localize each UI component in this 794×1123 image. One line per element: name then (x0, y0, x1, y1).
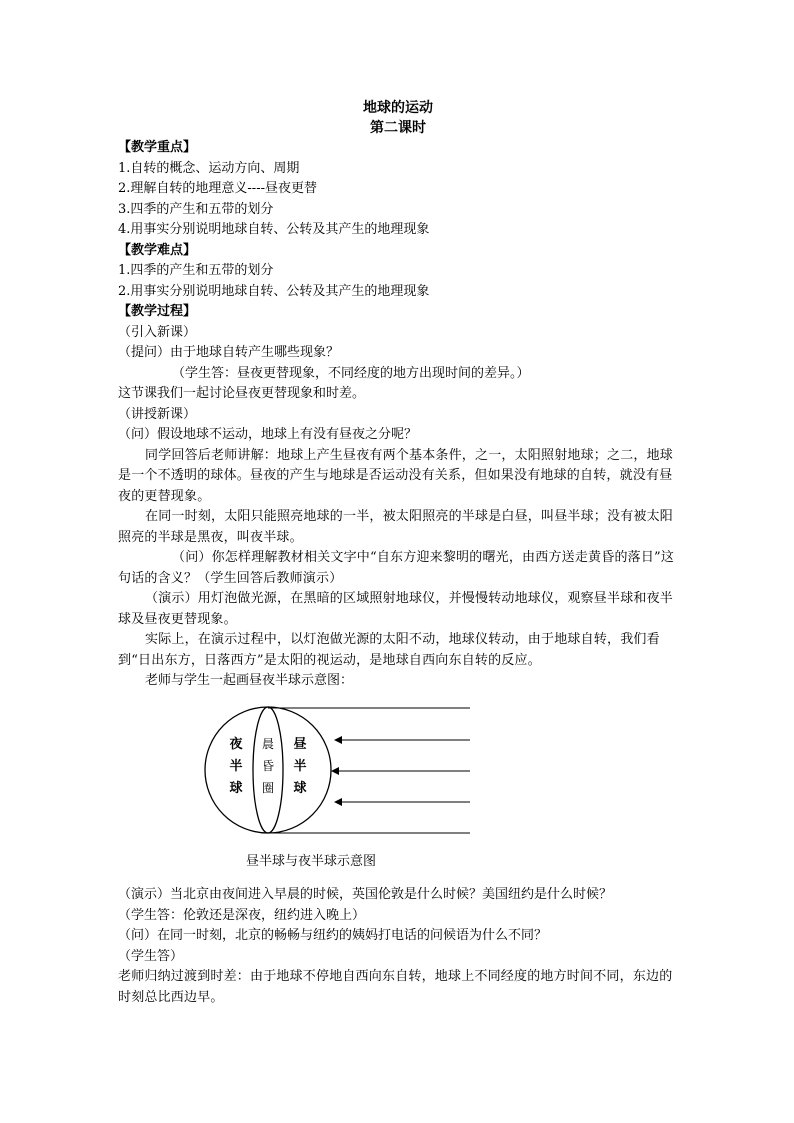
after-line: （学生答） (118, 948, 184, 964)
difficulty-heading: 【教学难点】 (118, 242, 197, 258)
terminator-label-char: 晨 (261, 737, 275, 751)
focus-item: 4.用事实分别说明地球自转、公转及其产生的地理现象 (118, 222, 430, 237)
process-line: （提问）由于地球自转产生哪些现象？ (118, 345, 340, 360)
focus-heading: 【教学重点】 (118, 140, 197, 155)
after-paragraph: 老师归纳过渡到时差：由于地球不停地自西向东自转，地球上不同经度的地方时间不同，东边的时刻总比西边早。 (118, 969, 673, 1005)
night-label-char: 半 (229, 759, 243, 774)
document-body (118, 98, 678, 692)
diagram-caption: 昼半球与夜半球示意图 (246, 854, 377, 869)
document-subtitle: 第二课时 (370, 120, 426, 136)
process-line: （讲授新课） (118, 406, 197, 422)
process-paragraph: 实际上，在演示过程中，以灯泡做光源的太阳不动，地球仪转动，由于地球自转，我们看到“日出东方，日落西方”是太阳的视运动，是地球自西向东自转的反应。 (118, 632, 660, 668)
after-line: （演示）当北京由夜间进入早晨的时候，英国伦敦是什么时候？美国纽约是什么时候？ (118, 887, 613, 902)
process-paragraph: （问）你怎样理解教材相关文字中“自东方迎来黎明的曙光，由西方送走黄昏的落日”这句话的含义？（学生回答后教师演示） (118, 550, 675, 586)
document-title: 地球的运动 (363, 100, 433, 116)
day-night-diagram (200, 702, 480, 842)
process-paragraph: （演示）用灯泡做光源，在黑暗的区域照射地球仪，并慢慢转动地球仪，观察昼半球和夜半球及昼夜更替现象。 (118, 591, 674, 627)
focus-item: 2.理解自转的地理意义----昼夜更替 (118, 181, 317, 196)
process-line: （问）假设地球不运动，地球上有没有昼夜之分呢？ (118, 427, 418, 442)
process-paragraph: 同学回答后老师讲解：地球上产生昼夜有两个基本条件，之一，太阳照射地球；之二，地球是一个不透明的球体。昼夜的产生与地球是否运动没有关系，但如果没有地球的自转，就没有昼夜的更替现象。 (118, 447, 674, 504)
focus-item: 3.四季的产生和五带的划分 (118, 201, 274, 217)
difficulty-item: 2.用事实分别说明地球自转、公转及其产生的地理现象 (118, 283, 430, 299)
difficulty-item: 1.四季的产生和五带的划分 (118, 263, 274, 278)
terminator-label-char: 昏 (261, 759, 275, 773)
process-paragraph: 在同一时刻，太阳只能照亮地球的一半，被太阳照亮的半球是白昼，叫昼半球；没有被太阳照亮的半球是黑夜，叫夜半球。 (118, 509, 674, 545)
day-label-char: 球 (293, 781, 307, 796)
after-line: （学生答：伦敦还是深夜，纽约进入晚上） (118, 907, 366, 923)
day-label-char: 昼 (293, 737, 307, 752)
day-label-char: 半 (293, 759, 307, 774)
process-heading: 【教学过程】 (118, 304, 197, 319)
after-line: （问）在同一时刻，北京的畅畅与纽约的姨妈打电话的问候语为什么不同？ (118, 928, 548, 943)
terminator-label-char: 圈 (261, 781, 275, 795)
process-line: 这节课我们一起讨论昼夜更替现象和时差。 (118, 386, 366, 401)
process-line: 老师与学生一起画昼夜半球示意图： (145, 673, 354, 688)
process-line: （学生答：昼夜更替现象，不同经度的地方出现时间的差异。） (172, 365, 530, 381)
process-line: （引入新课） (118, 324, 197, 340)
night-label-char: 夜 (229, 737, 243, 752)
night-label-char: 球 (229, 781, 243, 796)
document-continuation (118, 885, 678, 1008)
focus-item: 1.自转的概念、运动方向、周期 (118, 160, 300, 176)
